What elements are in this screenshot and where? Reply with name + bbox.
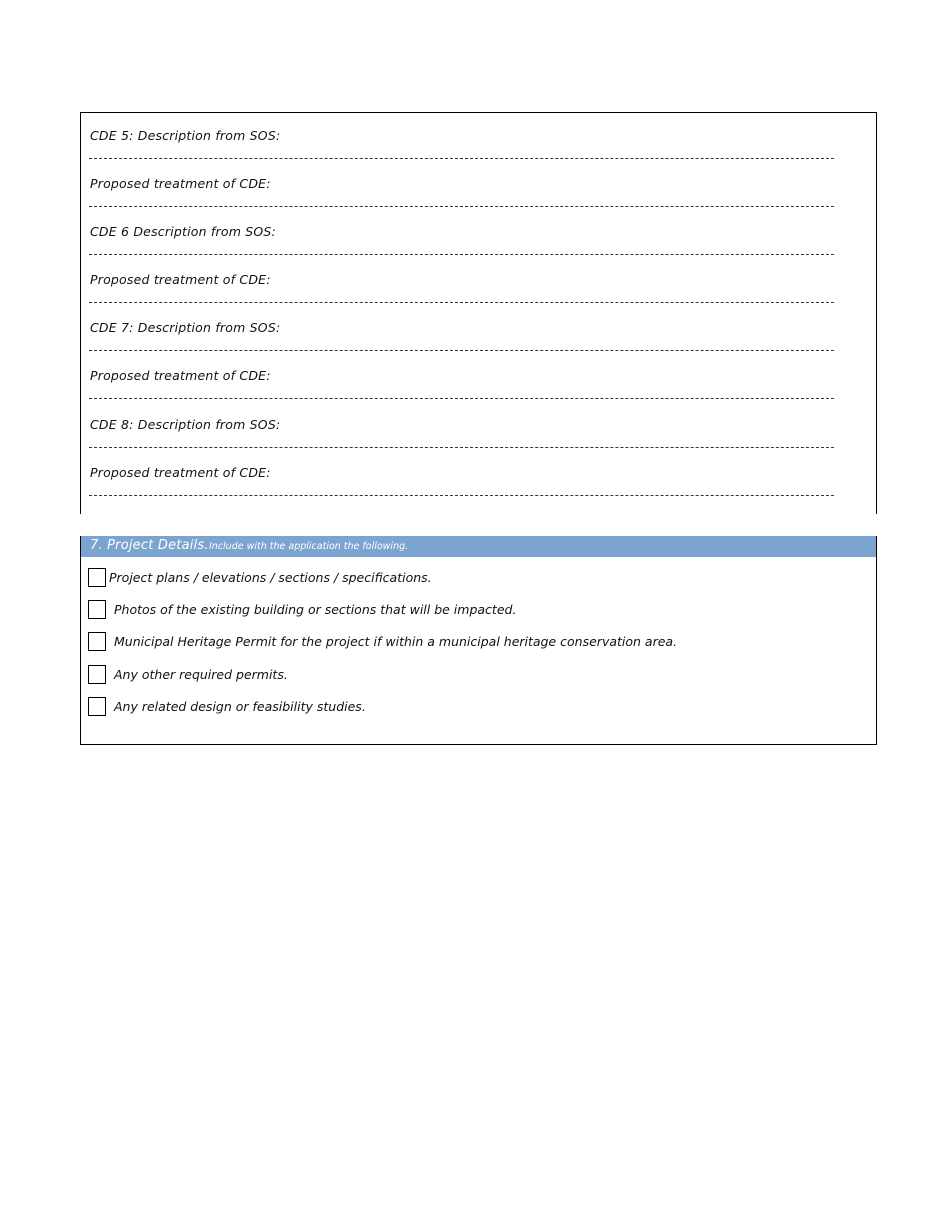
cde-6-treatment-row[interactable] [89,257,834,305]
heritage-permit-label: Municipal Heritage Permit for the project if within a municipal heritage conservation area. [114,634,678,649]
cde-5-description-input-line[interactable] [89,158,834,159]
cde-7-treatment-input-line[interactable] [89,398,834,399]
photos-label: Photos of the existing building or sections that will be impacted. [114,602,517,617]
cde-8-treatment-input-line[interactable] [89,495,834,496]
project-details-header [81,536,876,557]
cde-5-treatment-label: Proposed treatment of CDE: [90,176,271,191]
other-permits-label: Any other required permits. [114,667,288,682]
checklist-item-other-permits[interactable] [88,665,858,687]
cde-5-description-label: CDE 5: Description from SOS: [90,128,281,143]
project-plans-checkbox[interactable] [88,568,106,587]
cde-7-description-input-line[interactable] [89,350,834,351]
photos-checkbox[interactable] [88,600,106,619]
project-details-subtitle: Include with the application the following. [209,541,409,552]
project-plans-label: Project plans / elevations / sections / specifications. [109,570,432,585]
cde-8-description-row[interactable] [89,402,834,450]
project-details-section [80,536,877,745]
cde-5-treatment-row[interactable] [89,161,834,209]
checklist-item-heritage-permit[interactable] [88,632,858,654]
cde-6-treatment-label: Proposed treatment of CDE: [90,272,271,287]
feasibility-studies-checkbox[interactable] [88,697,106,716]
cde-8-treatment-row[interactable] [89,450,834,498]
checklist-item-project-plans[interactable] [88,568,858,590]
cde-6-treatment-input-line[interactable] [89,302,834,303]
cde-8-description-input-line[interactable] [89,447,834,448]
cde-6-description-input-line[interactable] [89,254,834,255]
cde-7-description-row[interactable] [89,305,834,353]
feasibility-studies-label: Any related design or feasibility studies. [114,699,366,714]
checklist-item-feasibility-studies[interactable] [88,697,858,719]
cde-6-description-row[interactable] [89,209,834,257]
cde-5-treatment-input-line[interactable] [89,206,834,207]
cde-6-description-label: CDE 6 Description from SOS: [90,224,276,239]
checklist-item-photos[interactable] [88,600,858,622]
heritage-permit-checkbox[interactable] [88,632,106,651]
other-permits-checkbox[interactable] [88,665,106,684]
cde-description-section [80,112,877,514]
cde-8-description-label: CDE 8: Description from SOS: [90,417,281,432]
cde-7-description-label: CDE 7: Description from SOS: [90,320,281,335]
cde-7-treatment-label: Proposed treatment of CDE: [90,368,271,383]
project-details-title: 7. Project Details. [90,538,209,553]
cde-8-treatment-label: Proposed treatment of CDE: [90,465,271,480]
cde-5-description-row[interactable] [89,113,834,161]
cde-7-treatment-row[interactable] [89,353,834,401]
